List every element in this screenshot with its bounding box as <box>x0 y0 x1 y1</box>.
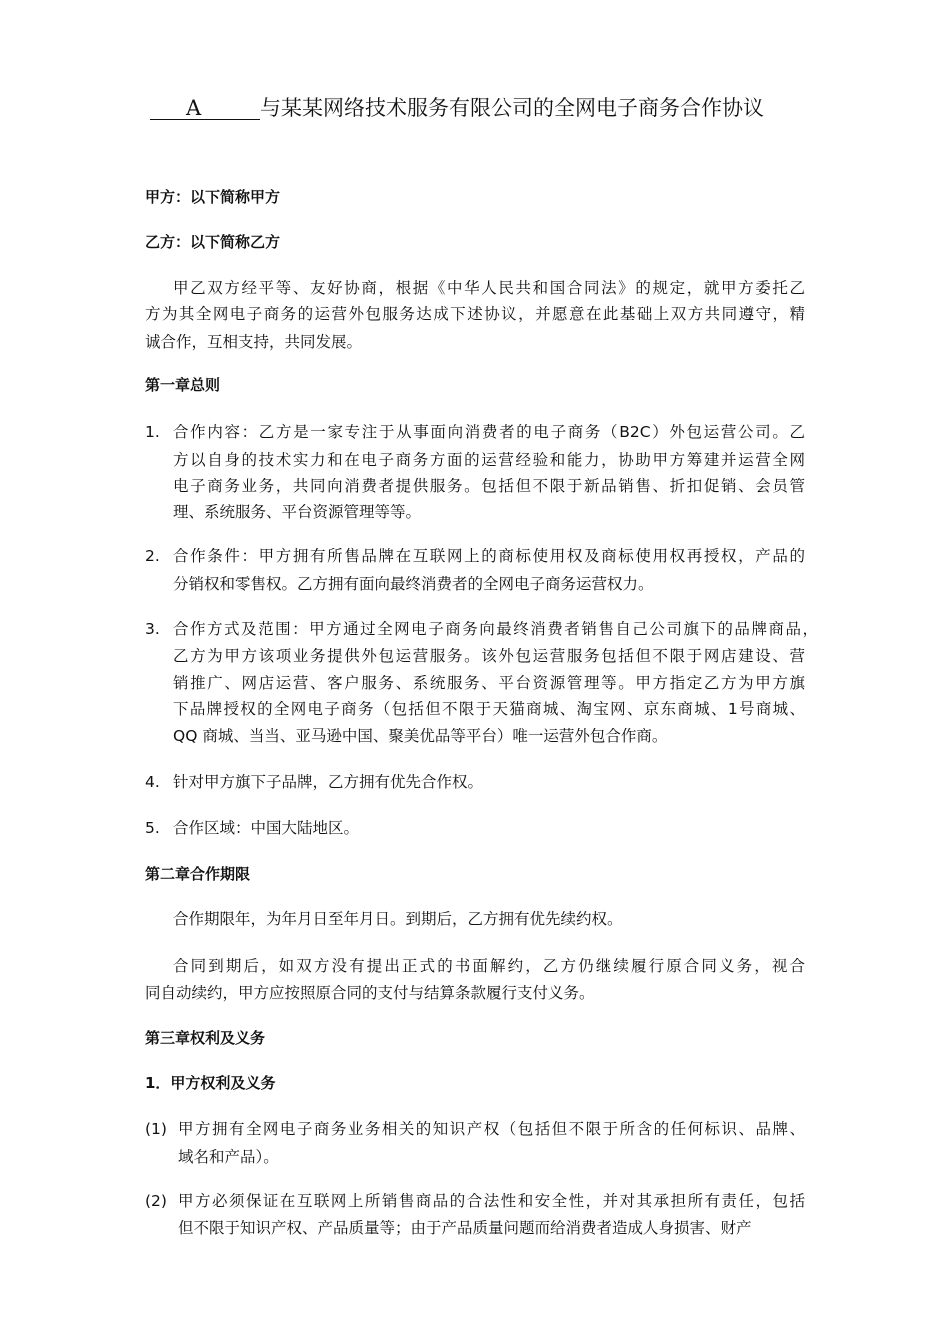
list-item-line: 域名和产品）。 <box>178 1148 279 1166</box>
paragraph-line: 诚合作，互相支持，共同发展。 <box>145 333 363 351</box>
list-item-line: 销推广、网店运营、客户服务、系统服务、平台资源管理等。甲方指定乙方为甲方旗 <box>173 674 805 692</box>
list-item-line: 合作条件：甲方拥有所售品牌在互联网上的商标使用权及商标使用权再授权，产品的 <box>173 547 805 565</box>
paragraph-line: 方为其全网电子商务的运营外包服务达成下述协议，并愿意在此基础上双方共同遵守，精 <box>145 305 805 323</box>
section-heading: 第二章合作期限 <box>145 865 251 883</box>
section-heading: 1．甲方权利及义务 <box>145 1074 276 1092</box>
list-item-line: 但不限于知识产权、产品质量等；由于产品质量问题而给消费者造成人身损害、财产 <box>178 1219 752 1237</box>
list-number: 4. <box>145 773 160 791</box>
document-title <box>150 92 764 122</box>
list-number: (2) <box>145 1192 167 1210</box>
list-item-line: 乙方为甲方该项业务提供外包运营服务。该外包运营服务包括但不限于网店建设、营 <box>173 647 805 665</box>
list-item-line: 理、系统服务、平台资源管理等等。 <box>173 503 422 521</box>
list-item-line: 合作方式及范围：甲方通过全网电子商务向最终消费者销售自己公司旗下的品牌商品， <box>173 620 818 638</box>
list-item-line: 方以自身的技术实力和在电子商务方面的运营经验和能力，协助甲方筹建并运营全网 <box>173 451 805 469</box>
list-item-line: 甲方必须保证在互联网上所销售商品的合法性和安全性，并对其承担所有责任，包括 <box>178 1192 805 1210</box>
list-item-line: 合作区域：中国大陆地区。 <box>173 819 360 837</box>
list-number: (1) <box>145 1120 167 1138</box>
list-item-line: 下品牌授权的全网电子商务（包括但不限于天猫商城、淘宝网、京东商城、1号商城、 <box>173 700 805 718</box>
paragraph-line: 同自动续约，甲方应按照原合同的支付与结算条款履行支付义务。 <box>145 984 595 1002</box>
list-number: 5. <box>145 819 160 837</box>
title-text: 与某某网络技术服务有限公司的全网电子商务合作协议 <box>260 96 764 120</box>
list-number: 3. <box>145 620 160 638</box>
section-heading: 第一章总则 <box>145 376 221 394</box>
list-item-line: QQ 商城、当当、亚马逊中国、聚美优品等平台）唯一运营外包合作商。 <box>173 727 668 745</box>
party-a-blank: A <box>150 97 260 120</box>
paragraph-line: 合作期限年，为年月日至年月日。到期后，乙方拥有优先续约权。 <box>173 910 623 928</box>
list-number: 2. <box>145 547 160 565</box>
list-number: 1. <box>145 423 160 441</box>
section-heading: 第三章权利及义务 <box>145 1029 266 1047</box>
list-item-line: 分销权和零售权。乙方拥有面向最终消费者的全网电子商务运营权力。 <box>173 575 654 593</box>
list-item-line: 甲方拥有全网电子商务业务相关的知识产权（包括但不限于所含的任何标识、品牌、 <box>178 1120 805 1138</box>
paragraph-line: 甲乙双方经平等、友好协商，根据《中华人民共和国合同法》的规定，就甲方委托乙 <box>173 279 805 297</box>
section-heading: 乙方：以下简称乙方 <box>145 233 281 251</box>
section-heading: 甲方：以下简称甲方 <box>145 188 281 206</box>
list-item-line: 电子商务业务，共同向消费者提供服务。包括但不限于新品销售、折扣促销、会员管 <box>173 477 805 495</box>
list-item-line: 合作内容：乙方是一家专注于从事面向消费者的电子商务（B2C）外包运营公司。乙 <box>173 423 805 441</box>
list-item-line: 针对甲方旗下子品牌，乙方拥有优先合作权。 <box>173 773 484 791</box>
paragraph-line: 合同到期后，如双方没有提出正式的书面解约，乙方仍继续履行原合同义务，视合 <box>173 957 805 975</box>
